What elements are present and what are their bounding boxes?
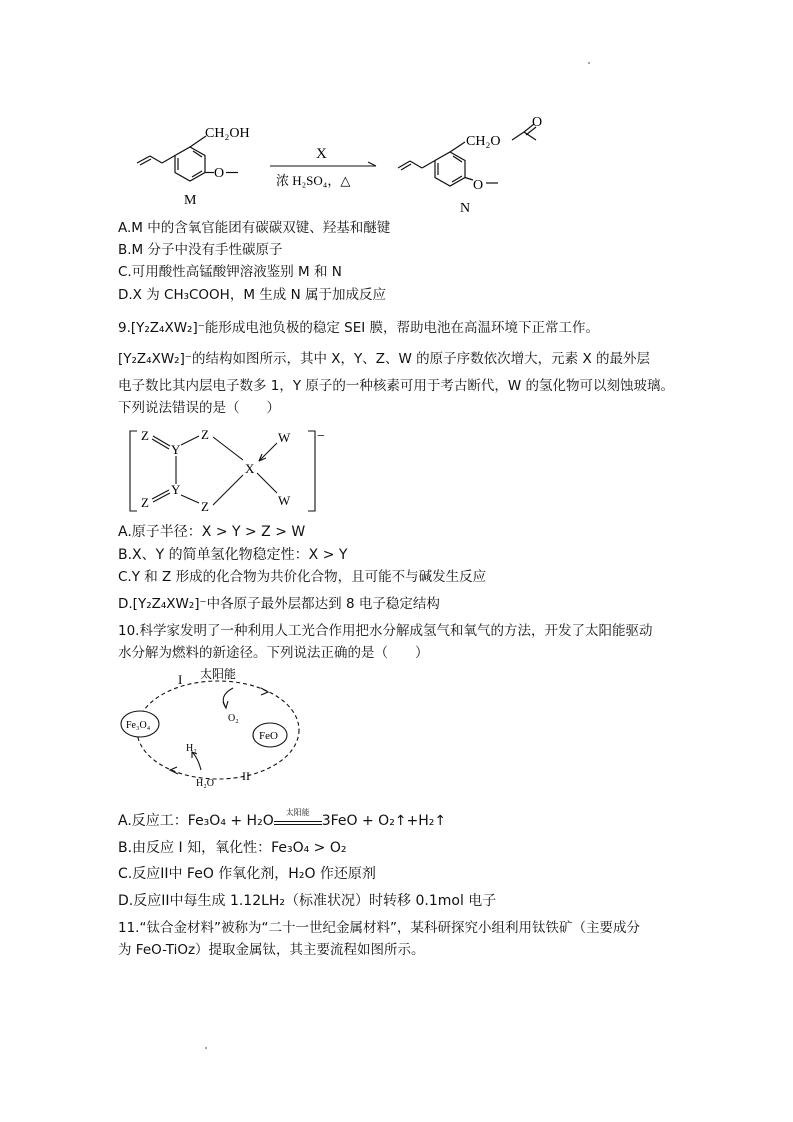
q8-option-a: A.M 中的含氧官能团有碳碳双键、羟基和醚键 bbox=[118, 220, 391, 236]
q9-line-1: 9.[Y₂Z₄XW₂]⁻能形成电池负极的稳定 SEI 膜，帮助电池在高温环境下正常工作。 bbox=[118, 320, 600, 336]
reagent-conditions: 浓 H₂SO₄，△ bbox=[276, 173, 351, 188]
atom-z-bottom: Z bbox=[201, 499, 209, 514]
q10-option-d: D.反应II中每生成 1.12LH₂（标准状况）时转移 0.1mol 电子 bbox=[118, 893, 497, 909]
scan-dot bbox=[588, 62, 590, 64]
atom-w-top: W bbox=[278, 430, 291, 445]
label-h2o: H₂O bbox=[196, 778, 214, 789]
q10-option-a-rhs: 3FeO + O₂↑+H₂↑ bbox=[321, 813, 447, 829]
reaction-scheme bbox=[110, 112, 570, 217]
reactant-ch2oh: CH₂OH bbox=[205, 126, 250, 141]
q9-option-d: D.[Y₂Z₄XW₂]⁻中各原子最外层都达到 8 电子稳定结构 bbox=[118, 596, 440, 612]
q10-option-a bbox=[118, 808, 447, 831]
label-fe3o4: Fe₃O₄ bbox=[126, 720, 151, 731]
reagent-x: X bbox=[316, 146, 327, 162]
q8-option-d: D.X 为 CH₃COOH，M 生成 N 属于加成反应 bbox=[118, 287, 386, 303]
product-ome-o: O bbox=[473, 178, 484, 193]
q10-option-a-prefix: A.反应工： bbox=[118, 813, 188, 829]
atom-w-bottom: W bbox=[278, 493, 291, 508]
q10-option-c: C.反应II中 FeO 作氧化剂，H₂O 作还原剂 bbox=[118, 866, 376, 882]
scan-dot bbox=[205, 1047, 207, 1049]
q9-option-a: A.原子半径：X > Y > Z > W bbox=[118, 524, 306, 540]
atom-z-top-left: Z bbox=[141, 428, 149, 443]
q10-cycle-diagram bbox=[118, 668, 318, 796]
q9-anion-structure bbox=[125, 425, 330, 517]
label-solar: 太阳能 bbox=[200, 668, 237, 681]
q11-line-2: 为 FeO-TiOz）提取金属钛，其主要流程如图所示。 bbox=[118, 942, 425, 958]
label-roman-2: II bbox=[242, 769, 250, 783]
q9-line-4: 下列说法错误的是（ ） bbox=[118, 400, 280, 416]
product-carbonyl-o: O bbox=[532, 115, 543, 130]
q10-option-a-lhs: Fe₃O₄ + H₂O bbox=[187, 813, 274, 829]
q10-option-a-cond: 太阳能 bbox=[285, 808, 310, 817]
atom-y-bottom: Y bbox=[171, 482, 181, 497]
q9-option-c: C.Y 和 Z 形成的化合物为共价化合物，且可能不与碱发生反应 bbox=[118, 569, 487, 585]
q9-line-2: [Y₂Z₄XW₂]⁻的结构如图所示，其中 X，Y、Z、W 的原子序数依次增大，元素 X 的最外层 bbox=[118, 351, 650, 367]
product-label: N bbox=[460, 201, 471, 216]
label-feo: FeO bbox=[259, 730, 278, 742]
atom-z-top: Z bbox=[201, 427, 209, 442]
q9-line-3: 电子数比其内层电子数多 1，Y 原子的一种核素可用于考古断代，W 的氢化物可以刻蚀玻璃。 bbox=[118, 378, 675, 394]
q10-line-2: 水分解为燃料的新途径。下列说法正确的是（ ） bbox=[118, 645, 429, 661]
q9-option-b: B.X、Y 的简单氢化物稳定性：X > Y bbox=[118, 547, 348, 563]
charge-sign: − bbox=[317, 429, 325, 444]
atom-y-top: Y bbox=[171, 442, 181, 457]
q10-equation-arrow bbox=[274, 808, 322, 825]
q11-line-1: 11.“钛合金材料”被称为“二十一世纪金属材料”，某科研探究小组利用钛铁矿（主要成分 bbox=[118, 920, 640, 936]
reactant-ome-o: O bbox=[214, 166, 225, 181]
product-ch2o: CH₂O bbox=[466, 134, 501, 149]
q8-option-b: B.M 分子中没有手性碳原子 bbox=[118, 242, 283, 258]
label-h2: H₂ bbox=[186, 743, 197, 754]
reactant-label: M bbox=[184, 193, 197, 208]
q8-option-c: C.可用酸性高锰酸钾溶液鉴别 M 和 N bbox=[118, 264, 342, 280]
q10-line-1: 10.科学家发明了一种利用人工光合作用把水分解成氢气和氧气的方法，开发了太阳能驱动 bbox=[118, 623, 653, 639]
atom-z-bottom-left: Z bbox=[141, 495, 149, 510]
atom-x: X bbox=[245, 461, 255, 476]
q10-option-b: B.由反应 I 知，氧化性：Fe₃O₄ > O₂ bbox=[118, 840, 347, 856]
reaction-arrow bbox=[270, 162, 376, 166]
label-roman-1: I bbox=[178, 672, 183, 687]
label-o2: O₂ bbox=[228, 713, 239, 724]
